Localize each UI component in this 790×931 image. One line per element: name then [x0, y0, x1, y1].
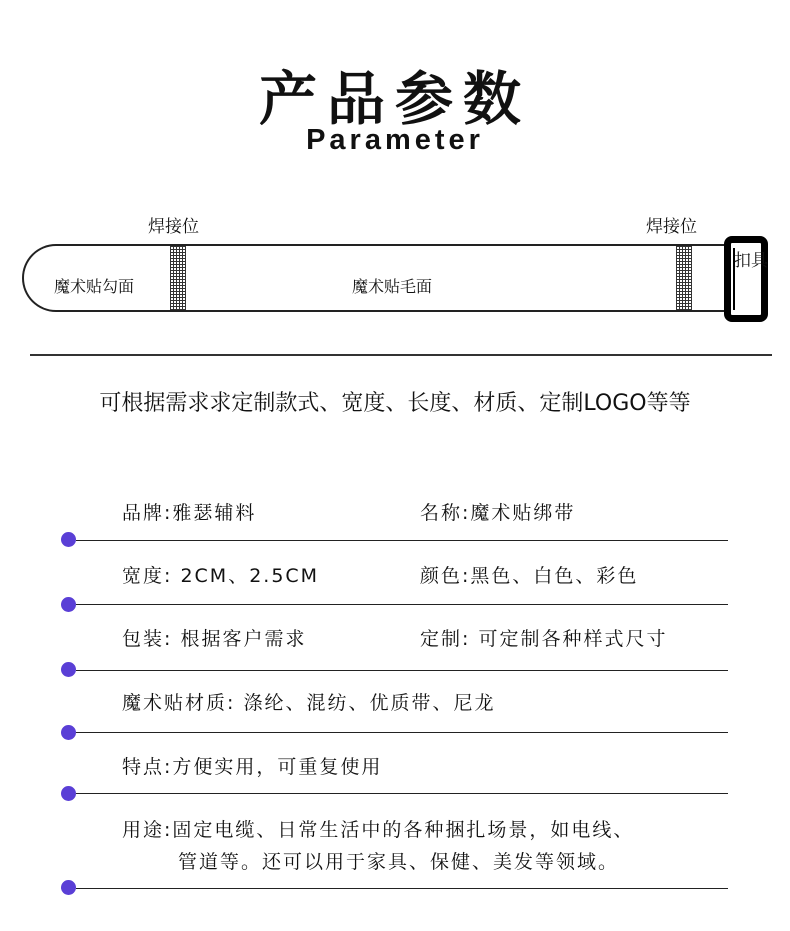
weld-zone-right	[676, 246, 692, 310]
param-custom: 定制: 可定制各种样式尺寸	[420, 628, 668, 650]
param-brand: 品牌:雅瑟辅料	[122, 502, 257, 524]
param-material: 魔术贴材质: 涤纶、混纺、优质带、尼龙	[122, 692, 496, 714]
row-divider	[76, 888, 728, 889]
customization-description: 可根据需求求定制款式、宽度、长度、材质、定制LOGO等等	[99, 391, 691, 416]
row-bullet-dot	[61, 597, 76, 612]
row-bullet-dot	[61, 880, 76, 895]
row-bullet-dot	[61, 786, 76, 801]
row-bullet-dot	[61, 532, 76, 547]
row-divider	[76, 604, 728, 605]
param-usage-line1: 用途:固定电缆、日常生活中的各种捆扎场景，如电线、	[122, 819, 635, 841]
param-width: 宽度: 2CM、2.5CM	[122, 565, 320, 587]
section-divider	[30, 354, 772, 356]
page-subtitle: Parameter	[306, 124, 484, 156]
param-name: 名称:魔术贴绑带	[420, 502, 576, 524]
page-title: 产品参数	[258, 65, 531, 133]
param-color: 颜色:黑色、白色、彩色	[420, 565, 639, 587]
row-bullet-dot	[61, 662, 76, 677]
weld-label-left: 焊接位	[148, 217, 199, 237]
row-divider	[76, 540, 728, 541]
hook-side-label: 魔术贴勾面	[54, 277, 135, 296]
row-divider	[76, 793, 728, 794]
row-bullet-dot	[61, 725, 76, 740]
buckle-label: 扣具	[734, 251, 768, 271]
row-divider	[76, 670, 728, 671]
param-packaging: 包装: 根据客户需求	[122, 628, 307, 650]
weld-label-right: 焊接位	[646, 217, 697, 237]
loop-side-label: 魔术贴毛面	[352, 277, 433, 296]
param-features: 特点:方便实用，可重复使用	[122, 756, 383, 778]
row-divider	[76, 732, 728, 733]
weld-zone-left	[170, 246, 186, 310]
param-usage-line2: 管道等。还可以用于家具、保健、美发等领域。	[178, 851, 620, 873]
